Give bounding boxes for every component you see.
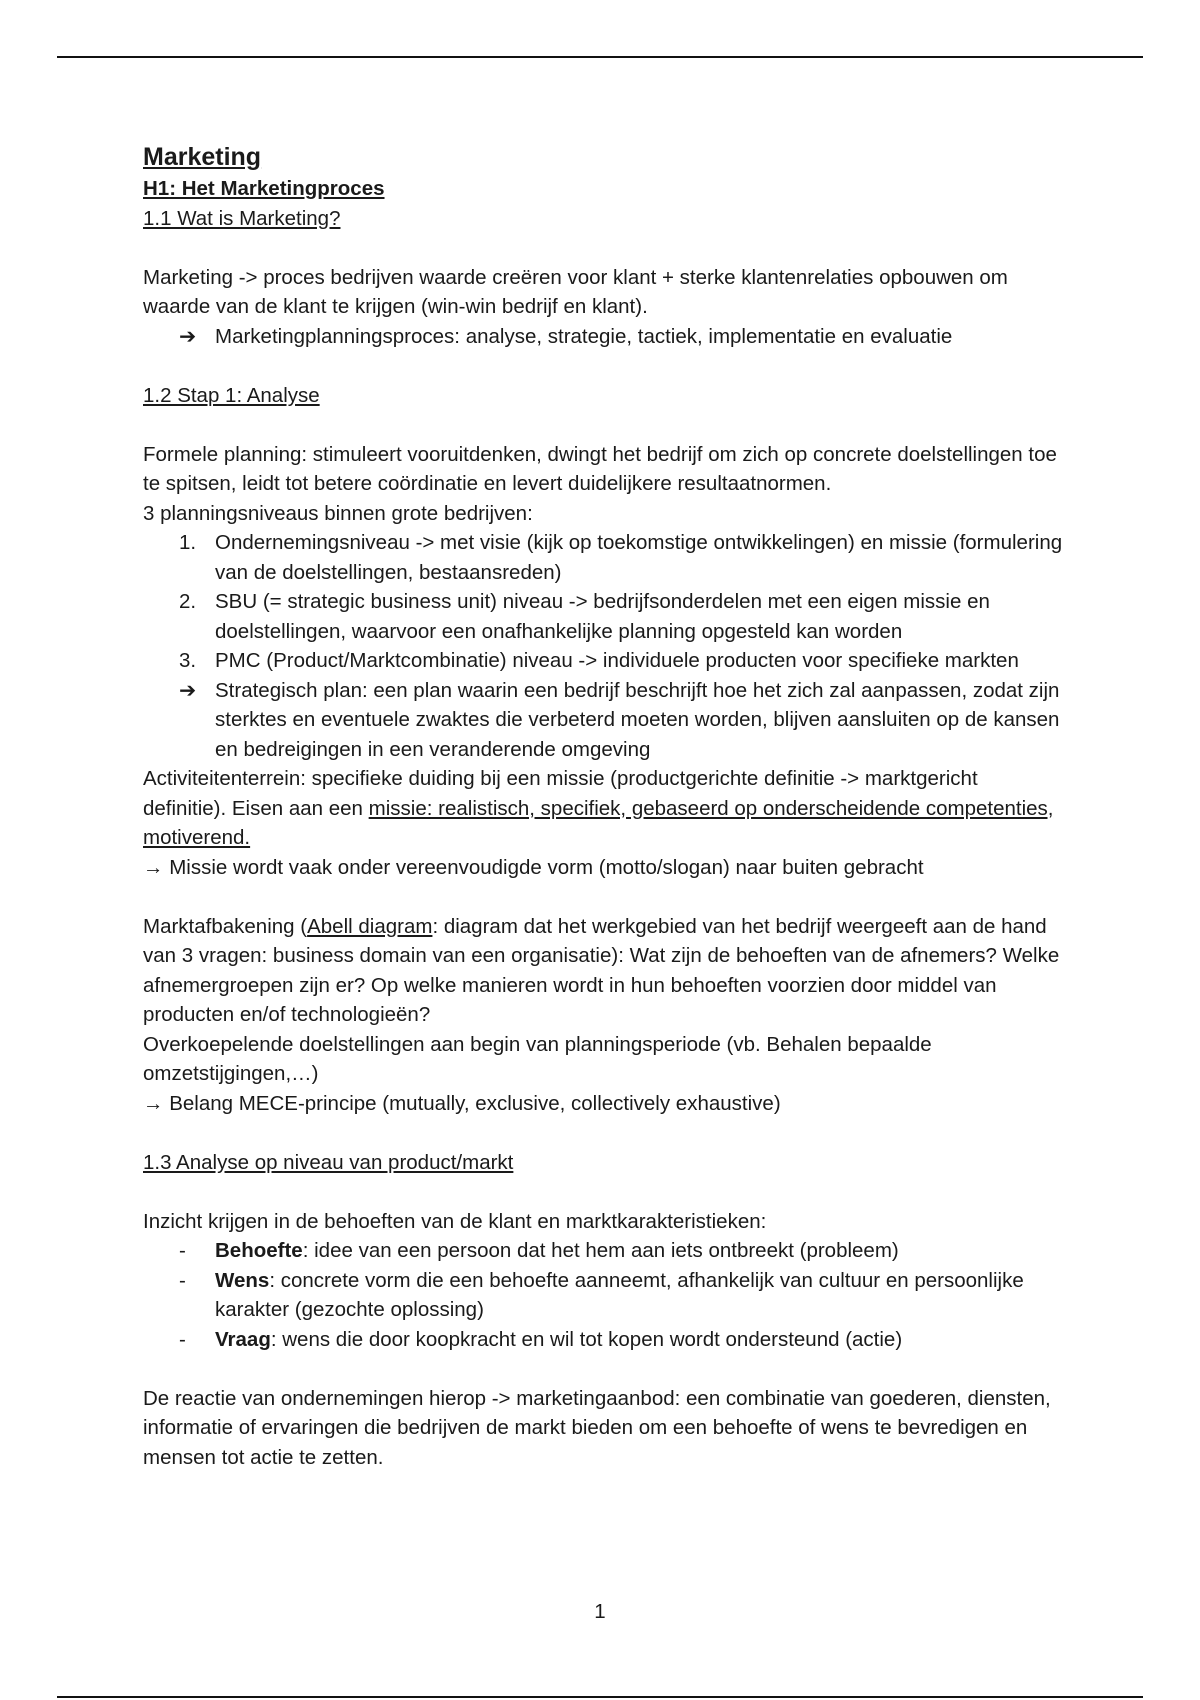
list-item-text: PMC (Product/Marktcombinatie) niveau -> individuele producten voor specifieke markten <box>215 649 1019 672</box>
term: Behoefte <box>215 1239 303 1262</box>
bullet-mark: - <box>179 1327 186 1351</box>
term: Wens <box>215 1268 270 1292</box>
header-rule <box>57 56 1143 58</box>
paragraph: Marktafbakening (Abell diagram: diagram dat het werkgebied van het bedrijf weergeeft aan de hand van 3 vragen: business domain van een organisatie): Wat zijn de behoeften van de afnemers? Welke afnemergroepen zijn er? Op welke manieren wordt in hun behoeften voorzien door middel van producten en/of technologieën? <box>143 914 1060 1026</box>
page-number: 1 <box>594 1600 606 1623</box>
list-item-text: Ondernemingsniveau -> met visie (kijk op toekomstige ontwikkelingen) en missie (formulering van de doelstellingen, bestaansreden) <box>215 531 1063 584</box>
paragraph: Activiteitenterrein: specifieke duiding bij een missie (productgerichte definitie -> marktgericht definitie). Eisen aan een missie: realistisch, specifiek, gebaseerd op onderscheidende competenties, motiverend. <box>143 767 1054 849</box>
paragraph: Formele planning: stimuleert vooruitdenken, dwingt het bedrijf om zich op concrete doelstellingen toe te spitsen, leidt tot betere coördinatie en levert duidelijkere resultaatnormen. <box>143 442 1057 495</box>
arrow-item-text: Marketingplanningsproces: analyse, strategie, tactiek, implementatie en evaluatie <box>215 324 953 348</box>
paragraph: → Missie wordt vaak onder vereenvoudigde vorm (motto/slogan) naar buiten gebracht <box>143 855 924 879</box>
bullet-mark: - <box>179 1239 186 1262</box>
paragraph: De reactie van ondernemingen hierop -> marketingaanbod: een combinatie van goederen, diensten, informatie of ervaringen die bedrijven de markt bieden om een behoefte of wens te bevredigen en mensen tot actie te zetten. <box>143 1386 1051 1469</box>
underlined-text: Abell diagram <box>307 914 433 938</box>
bullet-item: - Wens: concrete vorm die een behoefte aanneemt, afhankelijk van cultuur en persoonlijke karakter (gezochte oplossing) <box>143 1266 1063 1325</box>
document-page <box>143 140 1063 1472</box>
chapter-heading: H1: Het Marketingproces <box>143 177 385 200</box>
bullet-mark: - <box>179 1268 186 1292</box>
arrow-item <box>143 322 1063 352</box>
list-item <box>143 528 1063 587</box>
paragraph: Inzicht krijgen in de behoeften van de klant en marktkarakteristieken: <box>143 1209 767 1233</box>
list-number: 2. <box>179 590 197 613</box>
section-1-1-heading: 1.1 Wat is Marketing? <box>143 206 341 230</box>
list-item <box>143 587 1063 646</box>
paragraph: Marketing -> proces bedrijven waarde creëren voor klant + sterke klantenrelaties opbouwen om waarde van de klant te krijgen (win-win bedrijf en klant). <box>143 265 1008 318</box>
arrow-icon: ➔ <box>179 678 197 702</box>
arrow-item-text: Strategisch plan: een plan waarin een bedrijf beschrijft hoe het zich zal aanpassen, zodat zijn sterktes en eventuele zwaktes die verbeterd moeten worden, blijven aansluiten op de kansen en bedreigingen in een veranderende omgeving <box>215 678 1060 761</box>
list-item <box>143 646 1063 676</box>
bullet-item: - Vraag: wens die door koopkracht en wil tot kopen wordt ondersteund (actie) <box>143 1325 1063 1355</box>
arrow-icon: ➔ <box>179 324 197 348</box>
underlined-text: missie: realistisch, specifiek, gebaseerd op onderscheidende competenties, motiverend. <box>143 796 1054 849</box>
list-number: 3. <box>179 649 197 672</box>
list-item-text: SBU (= strategic business unit) niveau -> bedrijfsonderdelen met een eigen missie en doelstellingen, waarvoor een onafhankelijke planning opgesteld kan worden <box>215 590 990 643</box>
arrow-item <box>143 676 1063 765</box>
bullet-item: - Behoefte: idee van een persoon dat het hem aan iets ontbreekt (probleem) <box>143 1236 1063 1266</box>
paragraph: Overkoepelende doelstellingen aan begin van planningsperiode (vb. Behalen bepaalde omzetstijgingen,…) <box>143 1032 932 1085</box>
paragraph: → Belang MECE-principe (mutually, exclusive, collectively exhaustive) <box>143 1091 781 1115</box>
section-1-3-heading: 1.3 Analyse op niveau van product/markt <box>143 1150 514 1174</box>
section-1-2-heading: 1.2 Stap 1: Analyse <box>143 383 320 407</box>
footer-rule <box>57 1696 1143 1698</box>
paragraph: 3 planningsniveaus binnen grote bedrijven: <box>143 501 533 525</box>
list-number: 1. <box>179 531 197 554</box>
term: Vraag <box>215 1327 271 1351</box>
document-title: Marketing <box>143 143 262 171</box>
